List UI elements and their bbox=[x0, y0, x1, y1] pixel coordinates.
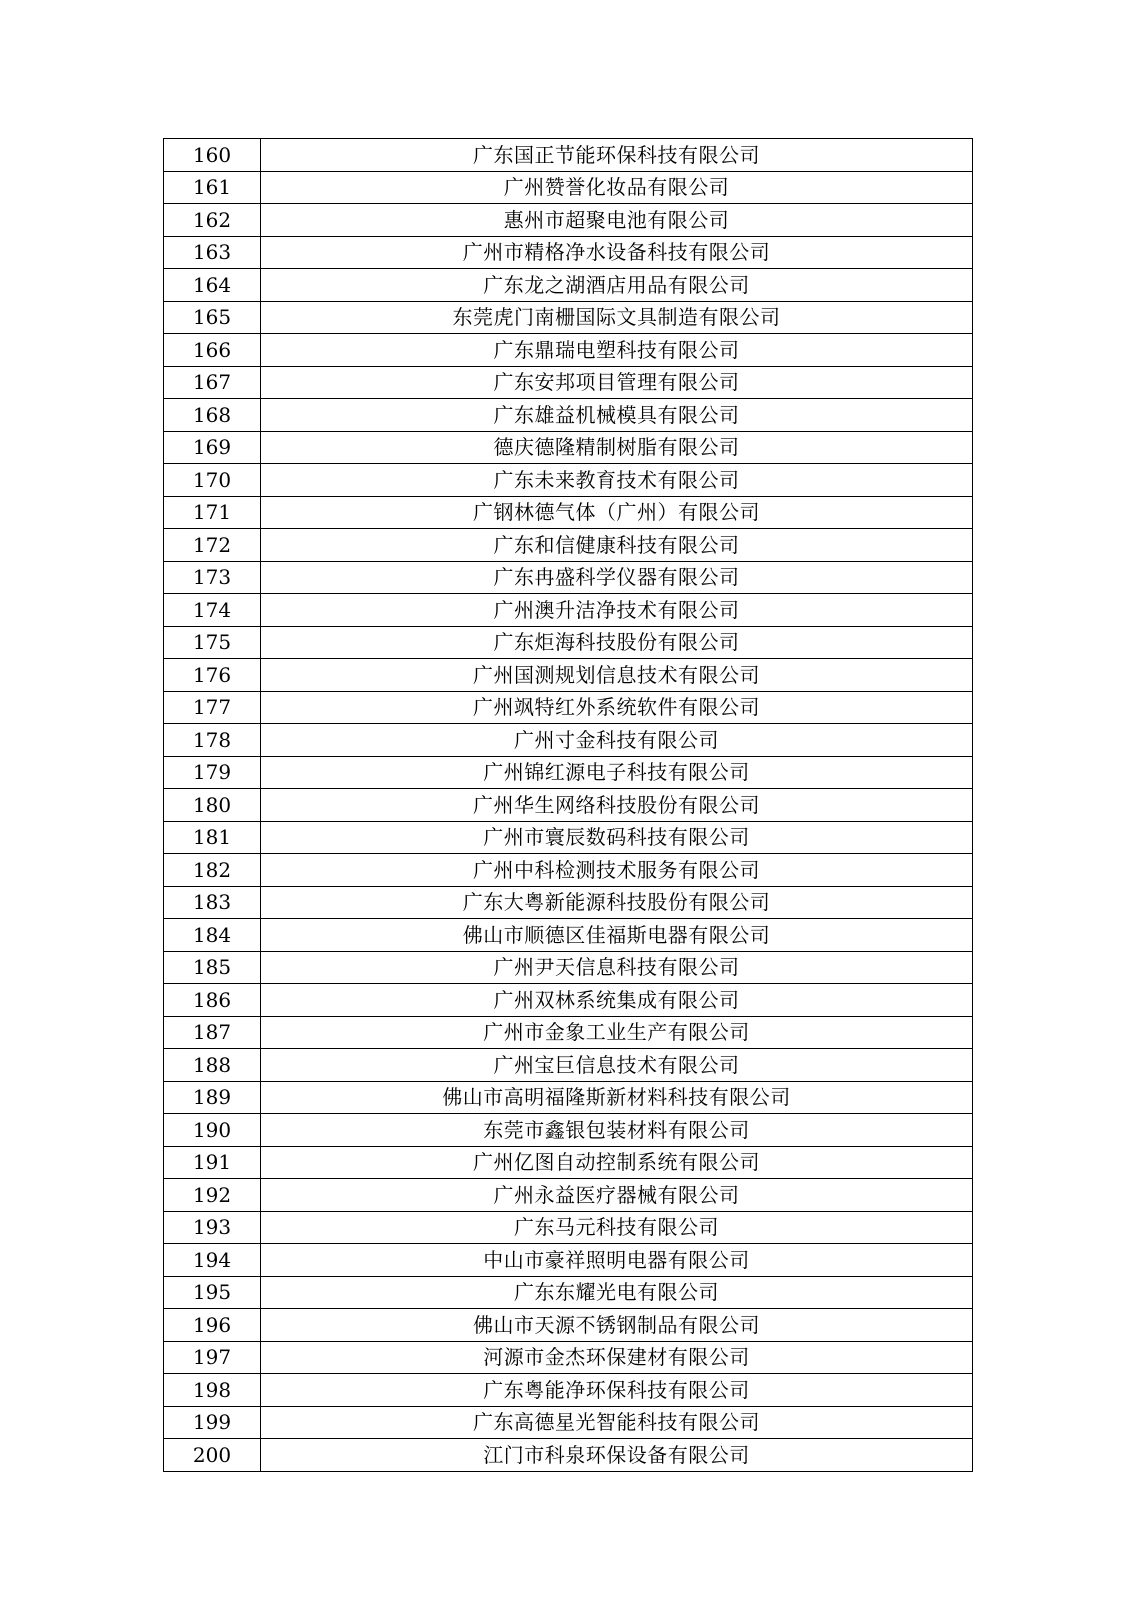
row-number-cell: 178 bbox=[164, 724, 261, 757]
row-number-cell: 194 bbox=[164, 1244, 261, 1277]
company-name-cell: 广东大粤新能源科技股份有限公司 bbox=[261, 886, 973, 919]
table-row bbox=[164, 724, 973, 757]
table-row bbox=[164, 139, 973, 172]
table-row bbox=[164, 171, 973, 204]
table-row bbox=[164, 269, 973, 302]
row-number-cell: 197 bbox=[164, 1341, 261, 1374]
table-row bbox=[164, 1016, 973, 1049]
table-row bbox=[164, 1146, 973, 1179]
row-number-cell: 169 bbox=[164, 431, 261, 464]
row-number-cell: 183 bbox=[164, 886, 261, 919]
table-row bbox=[164, 1276, 973, 1309]
table-row bbox=[164, 1341, 973, 1374]
row-number-cell: 182 bbox=[164, 854, 261, 887]
company-name-cell: 佛山市高明福隆斯新材料科技有限公司 bbox=[261, 1081, 973, 1114]
company-name-cell: 广东和信健康科技有限公司 bbox=[261, 529, 973, 562]
row-number-cell: 198 bbox=[164, 1374, 261, 1407]
row-number-cell: 161 bbox=[164, 171, 261, 204]
company-name-cell: 广东安邦项目管理有限公司 bbox=[261, 366, 973, 399]
company-name-cell: 广东高德星光智能科技有限公司 bbox=[261, 1406, 973, 1439]
row-number-cell: 172 bbox=[164, 529, 261, 562]
row-number-cell: 175 bbox=[164, 626, 261, 659]
company-name-cell: 广东龙之湖酒店用品有限公司 bbox=[261, 269, 973, 302]
table-row bbox=[164, 691, 973, 724]
table-row bbox=[164, 854, 973, 887]
row-number-cell: 160 bbox=[164, 139, 261, 172]
row-number-cell: 179 bbox=[164, 756, 261, 789]
table-row bbox=[164, 756, 973, 789]
table-row bbox=[164, 951, 973, 984]
company-name-cell: 广州亿图自动控制系统有限公司 bbox=[261, 1146, 973, 1179]
row-number-cell: 177 bbox=[164, 691, 261, 724]
table-row bbox=[164, 496, 973, 529]
row-number-cell: 195 bbox=[164, 1276, 261, 1309]
company-list-table bbox=[163, 138, 973, 1472]
company-name-cell: 广东炬海科技股份有限公司 bbox=[261, 626, 973, 659]
company-name-cell: 广钢林德气体（广州）有限公司 bbox=[261, 496, 973, 529]
company-name-cell: 广州双林系统集成有限公司 bbox=[261, 984, 973, 1017]
row-number-cell: 176 bbox=[164, 659, 261, 692]
row-number-cell: 164 bbox=[164, 269, 261, 302]
row-number-cell: 174 bbox=[164, 594, 261, 627]
company-name-cell: 广州尹天信息科技有限公司 bbox=[261, 951, 973, 984]
table-row bbox=[164, 626, 973, 659]
table-row bbox=[164, 529, 973, 562]
row-number-cell: 191 bbox=[164, 1146, 261, 1179]
table-row bbox=[164, 1439, 973, 1472]
table-row bbox=[164, 1244, 973, 1277]
table-row bbox=[164, 821, 973, 854]
table-row bbox=[164, 1081, 973, 1114]
row-number-cell: 186 bbox=[164, 984, 261, 1017]
company-name-cell: 广州赞誉化妆品有限公司 bbox=[261, 171, 973, 204]
row-number-cell: 190 bbox=[164, 1114, 261, 1147]
table-row bbox=[164, 1406, 973, 1439]
table-row bbox=[164, 1179, 973, 1212]
table-row bbox=[164, 204, 973, 237]
row-number-cell: 184 bbox=[164, 919, 261, 952]
company-name-cell: 广州华生网络科技股份有限公司 bbox=[261, 789, 973, 822]
row-number-cell: 187 bbox=[164, 1016, 261, 1049]
company-name-cell: 佛山市顺德区佳福斯电器有限公司 bbox=[261, 919, 973, 952]
company-name-cell: 佛山市天源不锈钢制品有限公司 bbox=[261, 1309, 973, 1342]
company-list-body bbox=[164, 139, 973, 1472]
company-name-cell: 广州市寰辰数码科技有限公司 bbox=[261, 821, 973, 854]
table-row bbox=[164, 1211, 973, 1244]
company-name-cell: 广州澳升洁净技术有限公司 bbox=[261, 594, 973, 627]
table-row bbox=[164, 366, 973, 399]
company-name-cell: 广州永益医疗器械有限公司 bbox=[261, 1179, 973, 1212]
table-row bbox=[164, 236, 973, 269]
company-name-cell: 广东东耀光电有限公司 bbox=[261, 1276, 973, 1309]
row-number-cell: 167 bbox=[164, 366, 261, 399]
table-row bbox=[164, 301, 973, 334]
company-name-cell: 广东雄益机械模具有限公司 bbox=[261, 399, 973, 432]
table-row bbox=[164, 1374, 973, 1407]
row-number-cell: 193 bbox=[164, 1211, 261, 1244]
table-row bbox=[164, 886, 973, 919]
company-name-cell: 广州市精格净水设备科技有限公司 bbox=[261, 236, 973, 269]
row-number-cell: 192 bbox=[164, 1179, 261, 1212]
row-number-cell: 189 bbox=[164, 1081, 261, 1114]
company-name-cell: 广州锦红源电子科技有限公司 bbox=[261, 756, 973, 789]
company-name-cell: 广州寸金科技有限公司 bbox=[261, 724, 973, 757]
table-row bbox=[164, 464, 973, 497]
company-name-cell: 东莞虎门南栅国际文具制造有限公司 bbox=[261, 301, 973, 334]
table-row bbox=[164, 561, 973, 594]
company-name-cell: 广东未来教育技术有限公司 bbox=[261, 464, 973, 497]
company-name-cell: 广州宝巨信息技术有限公司 bbox=[261, 1049, 973, 1082]
table-row bbox=[164, 1049, 973, 1082]
row-number-cell: 166 bbox=[164, 334, 261, 367]
row-number-cell: 165 bbox=[164, 301, 261, 334]
row-number-cell: 196 bbox=[164, 1309, 261, 1342]
table-row bbox=[164, 919, 973, 952]
row-number-cell: 200 bbox=[164, 1439, 261, 1472]
company-name-cell: 东莞市鑫银包装材料有限公司 bbox=[261, 1114, 973, 1147]
company-name-cell: 广东粤能净环保科技有限公司 bbox=[261, 1374, 973, 1407]
row-number-cell: 163 bbox=[164, 236, 261, 269]
company-name-cell: 广州中科检测技术服务有限公司 bbox=[261, 854, 973, 887]
table-row bbox=[164, 334, 973, 367]
company-name-cell: 江门市科泉环保设备有限公司 bbox=[261, 1439, 973, 1472]
company-name-cell: 中山市豪祥照明电器有限公司 bbox=[261, 1244, 973, 1277]
table-row bbox=[164, 399, 973, 432]
company-name-cell: 广东马元科技有限公司 bbox=[261, 1211, 973, 1244]
row-number-cell: 185 bbox=[164, 951, 261, 984]
table-row bbox=[164, 1114, 973, 1147]
company-name-cell: 广东国正节能环保科技有限公司 bbox=[261, 139, 973, 172]
company-name-cell: 广州国测规划信息技术有限公司 bbox=[261, 659, 973, 692]
table-row bbox=[164, 594, 973, 627]
row-number-cell: 168 bbox=[164, 399, 261, 432]
company-name-cell: 广东冉盛科学仪器有限公司 bbox=[261, 561, 973, 594]
table-row bbox=[164, 789, 973, 822]
table-row bbox=[164, 431, 973, 464]
table-row bbox=[164, 984, 973, 1017]
company-name-cell: 德庆德隆精制树脂有限公司 bbox=[261, 431, 973, 464]
company-name-cell: 广东鼎瑞电塑科技有限公司 bbox=[261, 334, 973, 367]
company-name-cell: 广州飒特红外系统软件有限公司 bbox=[261, 691, 973, 724]
company-name-cell: 广州市金象工业生产有限公司 bbox=[261, 1016, 973, 1049]
row-number-cell: 173 bbox=[164, 561, 261, 594]
row-number-cell: 181 bbox=[164, 821, 261, 854]
table-row bbox=[164, 659, 973, 692]
row-number-cell: 188 bbox=[164, 1049, 261, 1082]
row-number-cell: 171 bbox=[164, 496, 261, 529]
row-number-cell: 162 bbox=[164, 204, 261, 237]
row-number-cell: 199 bbox=[164, 1406, 261, 1439]
company-name-cell: 河源市金杰环保建材有限公司 bbox=[261, 1341, 973, 1374]
row-number-cell: 180 bbox=[164, 789, 261, 822]
company-name-cell: 惠州市超聚电池有限公司 bbox=[261, 204, 973, 237]
table-row bbox=[164, 1309, 973, 1342]
row-number-cell: 170 bbox=[164, 464, 261, 497]
